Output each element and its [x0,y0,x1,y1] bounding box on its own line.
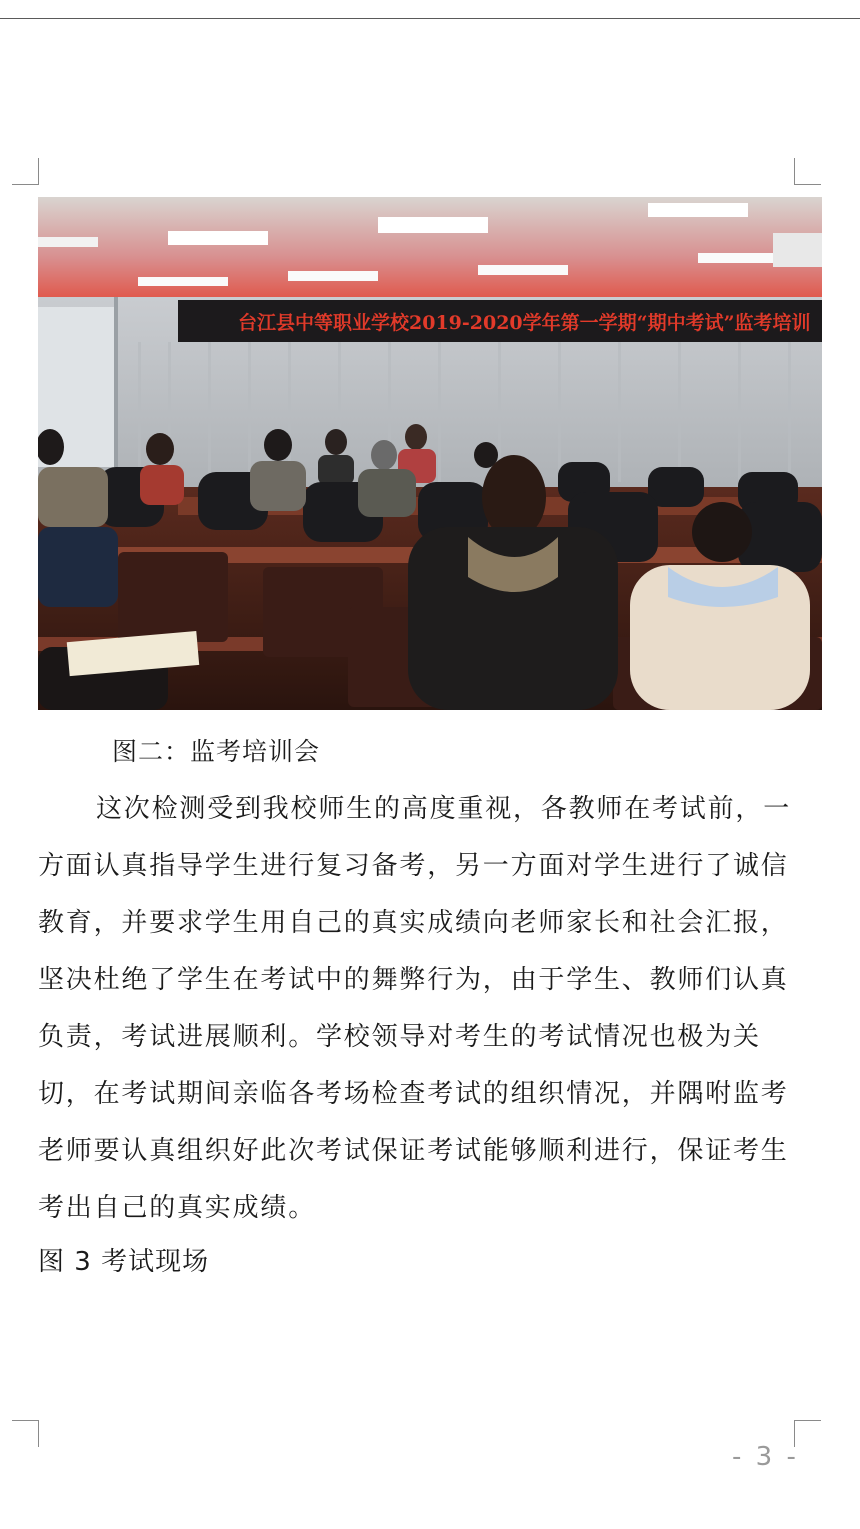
crop-mark-top-right [794,158,821,185]
figure-caption: 图二：监考培训会 [112,737,321,766]
banner-text: 台江县中等职业学校2019-2020学年第一学期“期中考试”监考培训 [238,312,811,334]
figure-3-label: 图 3 考试现场 [38,1247,210,1277]
crop-mark-top-left [12,158,39,185]
page-number: - 3 - [732,1442,799,1472]
header-rule [0,18,860,19]
meeting-photo [38,197,822,710]
crop-mark-bottom-left [12,1420,39,1447]
body-paragraph: 这次检测受到我校师生的高度重视，各教师在考试前，一方面认真指导学生进行复习备考，另一方面对学生进行了诚信教育，并要求学生用自己的真实成绩向老师家长和社会汇报，坚决杜绝了学生在考试中的舞弊行为，由于学生、教师们认真负责，考试进展顺利。学校领导对考生的考试情况也极为关切，在考试期间亲临各考场检查考试的组织情况，并隅咐监考老师要认真组织好此次考试保证考试能够顺利进行，保证考生考出自己的真实成绩。 [38,794,792,1223]
